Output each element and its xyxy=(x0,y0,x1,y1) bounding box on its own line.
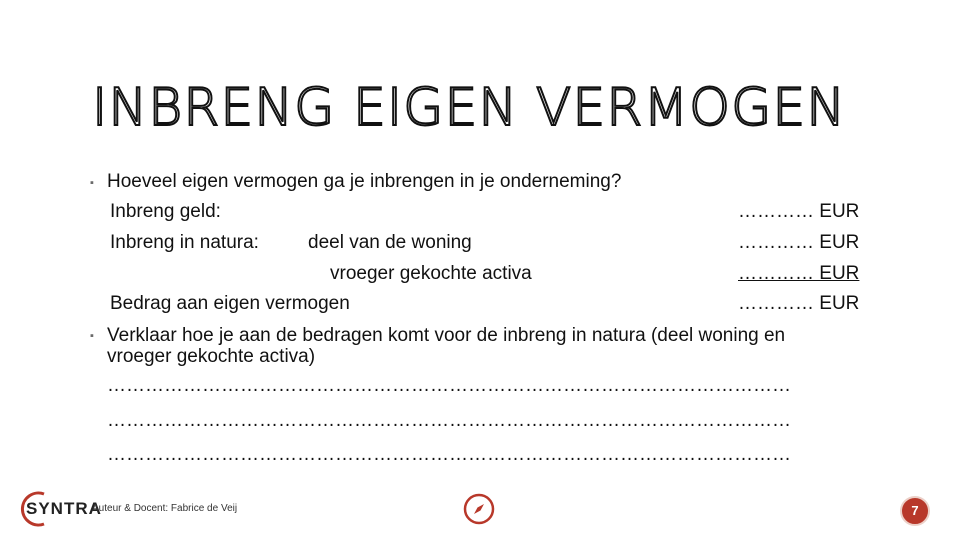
page-number: 7 xyxy=(900,496,930,526)
deel-woning-amount: ………… EUR xyxy=(738,232,860,253)
answer-line: ……………………………………………………………………………………………… xyxy=(107,444,791,465)
question-1: Hoeveel eigen vermogen ga je inbrengen in je onderneming? xyxy=(107,171,622,192)
question-2: Verklaar hoe je aan de bedragen komt voor de inbreng in natura (deel woning en vroeger gekochte activa) xyxy=(107,325,786,367)
bedrag-eigen-vermogen-label: Bedrag aan eigen vermogen xyxy=(110,293,350,314)
answer-line: ……………………………………………………………………………………………… xyxy=(107,375,791,396)
bullet-square-icon: ▪ xyxy=(90,330,94,342)
author-credit: Auteur & Docent: Fabrice de Veij xyxy=(92,503,238,514)
inbreng-geld-label: Inbreng geld: xyxy=(110,201,221,222)
compass-icon xyxy=(463,493,495,525)
bullet-square-icon: ▪ xyxy=(90,177,94,189)
vroeger-activa-label: vroeger gekochte activa xyxy=(330,263,532,284)
bedrag-eigen-vermogen-amount: ………… EUR xyxy=(738,293,860,314)
vroeger-activa-amount: ………… EUR xyxy=(738,263,860,284)
inbreng-natura-label: Inbreng in natura: xyxy=(110,232,259,253)
syntra-logo-text: SYNTRA xyxy=(26,499,102,518)
inbreng-geld-amount: ………… EUR xyxy=(738,201,860,222)
answer-line: ……………………………………………………………………………………………… xyxy=(107,410,791,431)
deel-woning-label: deel van de woning xyxy=(308,232,472,253)
slide-title: INBRENG EIGEN VERMOGEN xyxy=(92,78,847,138)
